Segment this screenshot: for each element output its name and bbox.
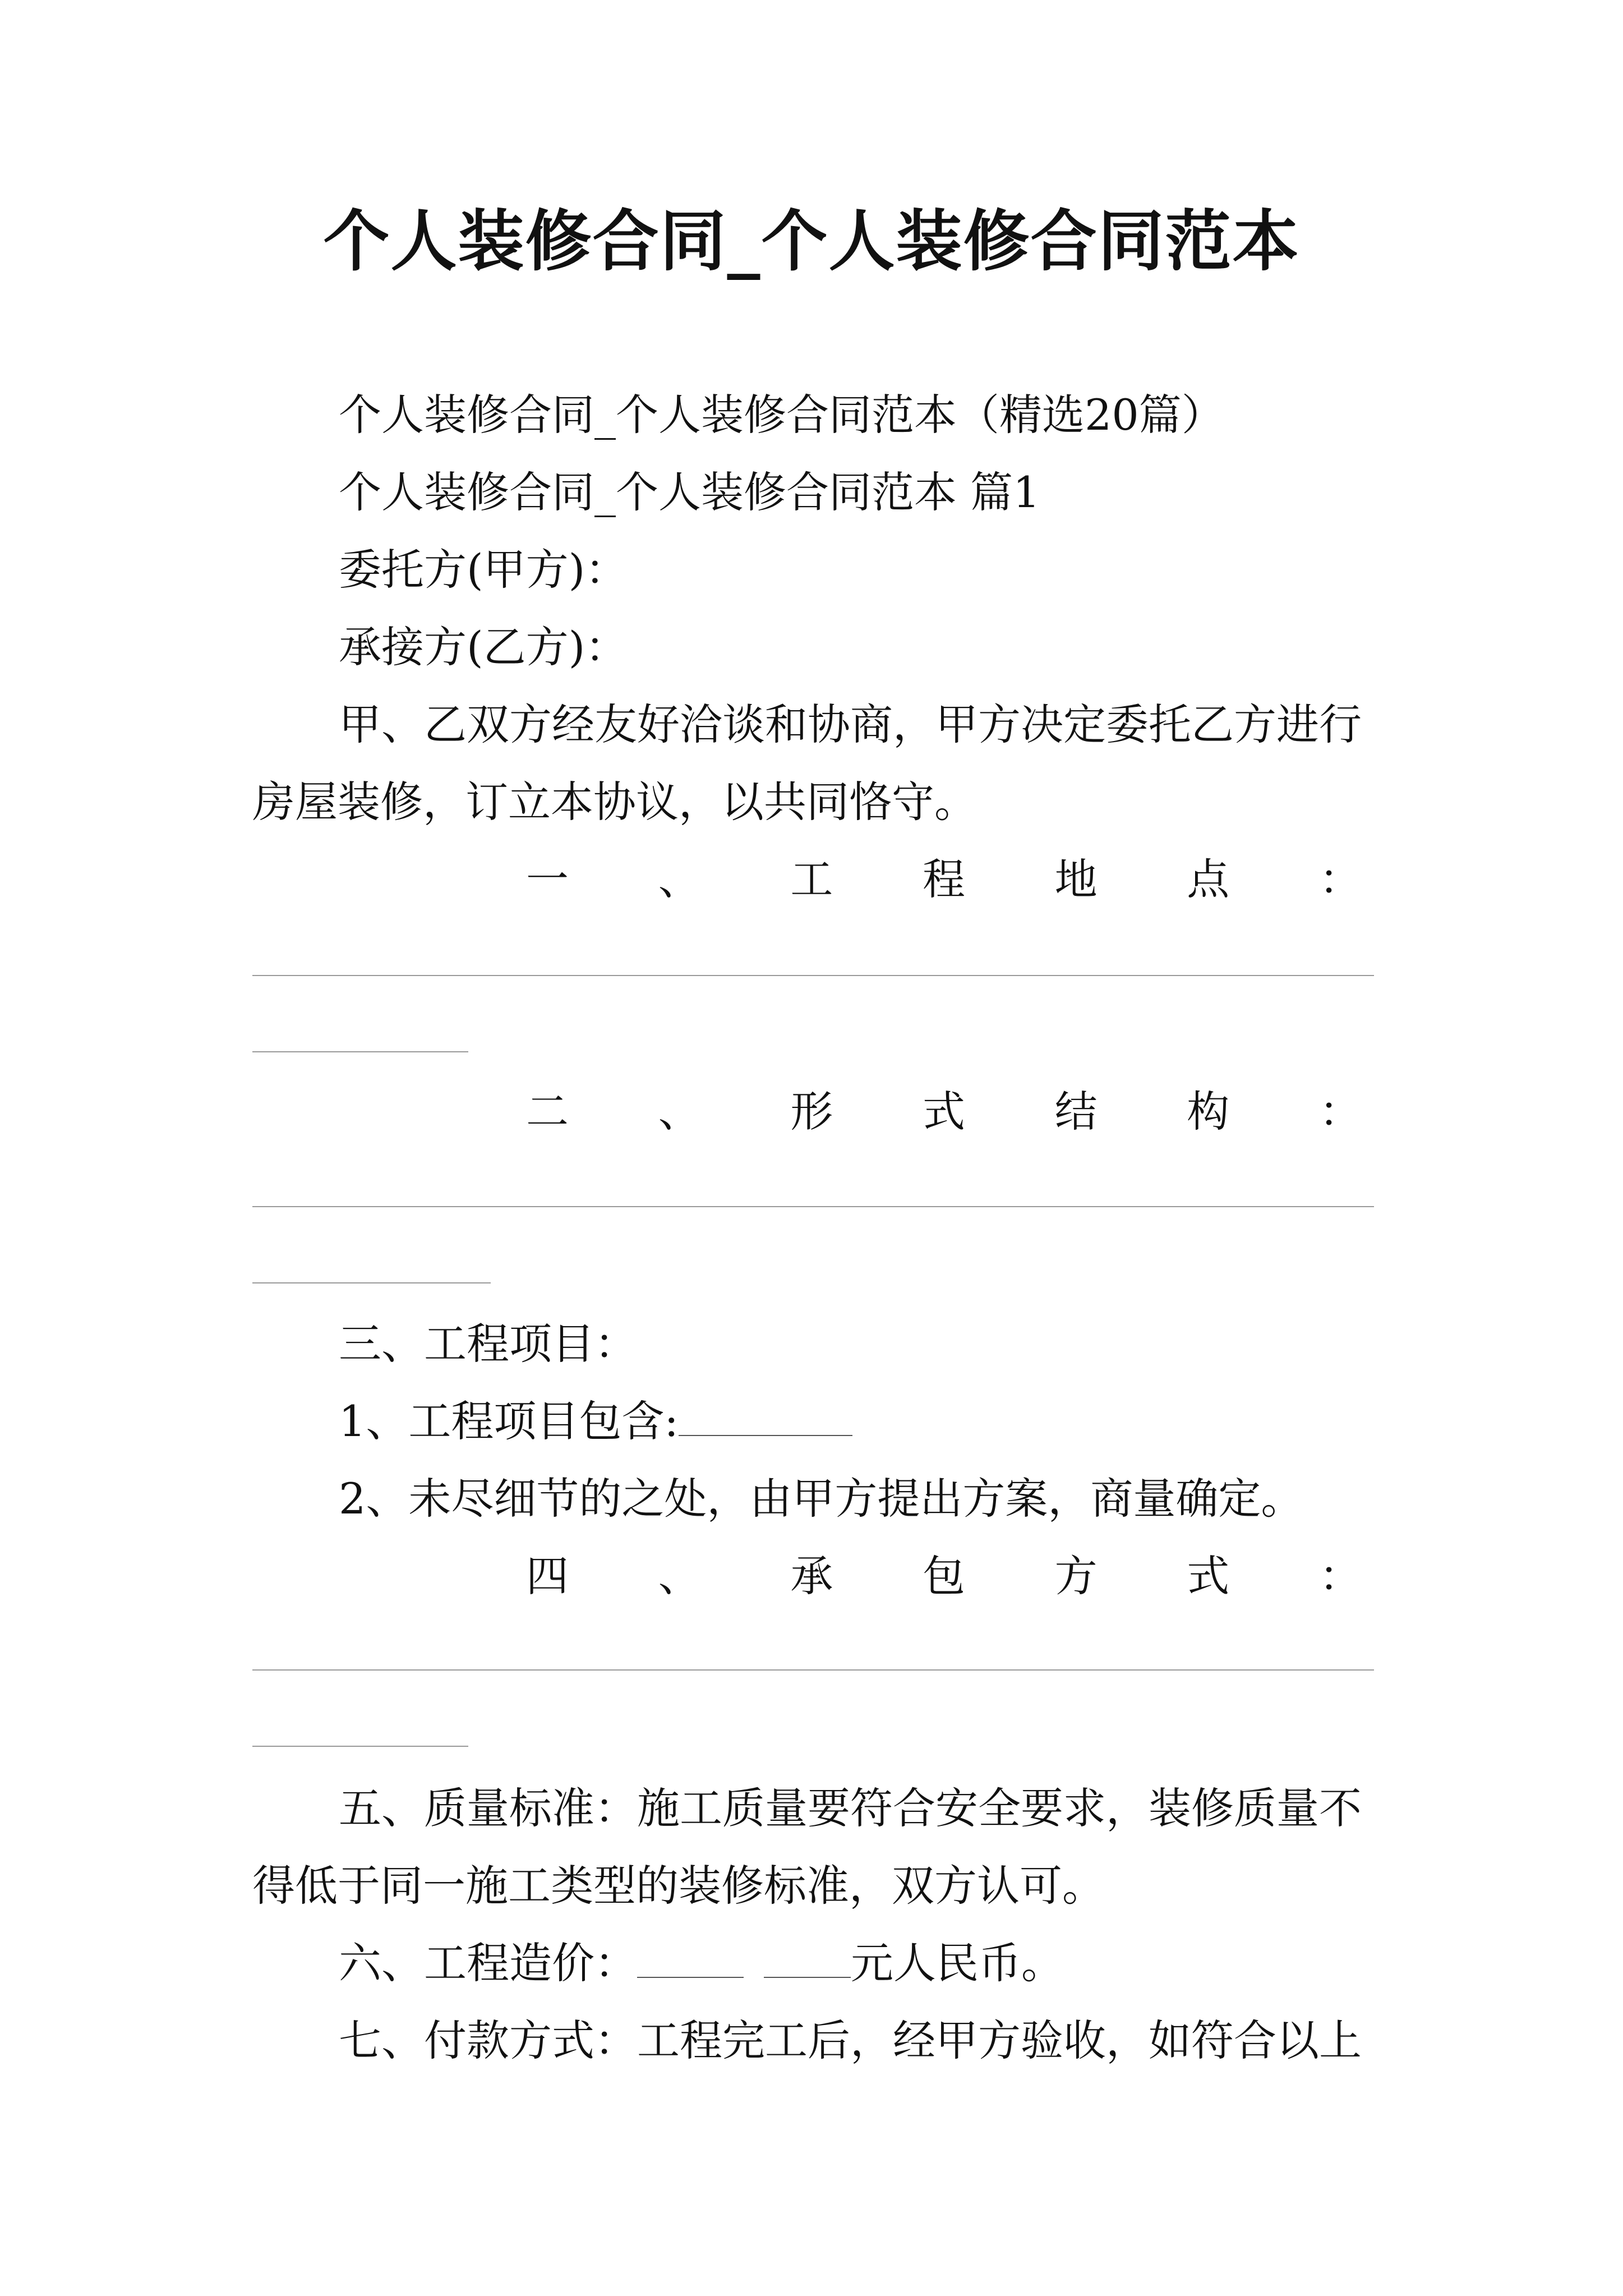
item-6 xyxy=(339,1935,1399,1991)
item-2-char: 构 xyxy=(1187,1087,1230,1137)
item-4-blank-line xyxy=(252,1669,1374,1671)
item-4-char: 式 xyxy=(1187,1551,1230,1601)
item-1-char: 一 xyxy=(526,854,569,904)
item-3-heading: 三、工程项目： xyxy=(339,1319,637,1369)
item-4-char: ： xyxy=(1318,1551,1362,1601)
item-2-blank-line-end xyxy=(252,1282,491,1283)
document-subtitle: 个人装修合同_个人装修合同范本（精选20篇） xyxy=(339,390,1224,440)
item-6-blank-1 xyxy=(637,1938,744,1978)
item-4-char: 方 xyxy=(1054,1551,1098,1601)
item-3-1-blank xyxy=(679,1396,852,1436)
item-6-label: 六、工程造价： xyxy=(339,1938,637,1988)
item-6-unit: 元人民币。 xyxy=(851,1938,1064,1988)
item-2-char: 形 xyxy=(790,1087,833,1137)
item-4-heading xyxy=(526,1548,1362,1604)
item-4-char: 、 xyxy=(658,1551,701,1601)
item-1-blank-line-end xyxy=(252,1051,468,1052)
item-7-line-1: 七、付款方式：工程完工后，经甲方验收，如符合以上 xyxy=(339,2016,1362,2065)
item-4-char: 承 xyxy=(790,1551,833,1601)
item-2-char: ： xyxy=(1318,1087,1362,1137)
item-2-char: 式 xyxy=(922,1087,965,1137)
intro-paragraph-line-1: 甲、乙双方经友好洽谈和协商，甲方决定委托乙方进行 xyxy=(339,700,1362,749)
item-1-heading xyxy=(526,852,1362,908)
section-heading: 个人装修合同_个人装修合同范本 篇1 xyxy=(339,467,1040,517)
party-a-label: 委托方(甲方)： xyxy=(339,545,628,595)
item-1-char: 工 xyxy=(790,854,833,904)
item-1-char: 点 xyxy=(1187,854,1230,904)
item-3-2: 2、未尽细节的之处，由甲方提出方案，商量确定。 xyxy=(339,1474,1304,1524)
item-3-1-text: 1、工程项目包含: xyxy=(339,1396,679,1446)
document-title: 个人装修合同_个人装修合同范本 xyxy=(323,203,1300,280)
item-3-1 xyxy=(339,1393,1399,1450)
item-2-char: 、 xyxy=(658,1087,701,1137)
item-2-char: 二 xyxy=(526,1087,569,1137)
item-2-heading xyxy=(526,1084,1362,1140)
item-1-char: 地 xyxy=(1054,854,1098,904)
item-2-blank-line xyxy=(252,1206,1374,1207)
item-1-char: ： xyxy=(1318,854,1362,904)
item-4-char: 包 xyxy=(922,1551,965,1601)
intro-paragraph-line-2: 房屋装修，订立本协议，以共同恪守。 xyxy=(252,777,977,827)
item-1-char: 、 xyxy=(658,854,701,904)
item-6-blank-2 xyxy=(764,1938,851,1978)
item-4-char: 四 xyxy=(526,1551,569,1601)
party-b-label: 承接方(乙方)： xyxy=(339,622,628,672)
item-5-line-2: 得低于同一施工类型的装修标准，双方认可。 xyxy=(252,1861,1105,1911)
item-5-line-1: 五、质量标准：施工质量要符合安全要求，装修质量不 xyxy=(339,1783,1362,1833)
item-1-char: 程 xyxy=(922,854,965,904)
item-2-char: 结 xyxy=(1054,1087,1098,1137)
item-4-blank-line-end xyxy=(252,1746,468,1747)
item-1-blank-line xyxy=(252,975,1374,976)
